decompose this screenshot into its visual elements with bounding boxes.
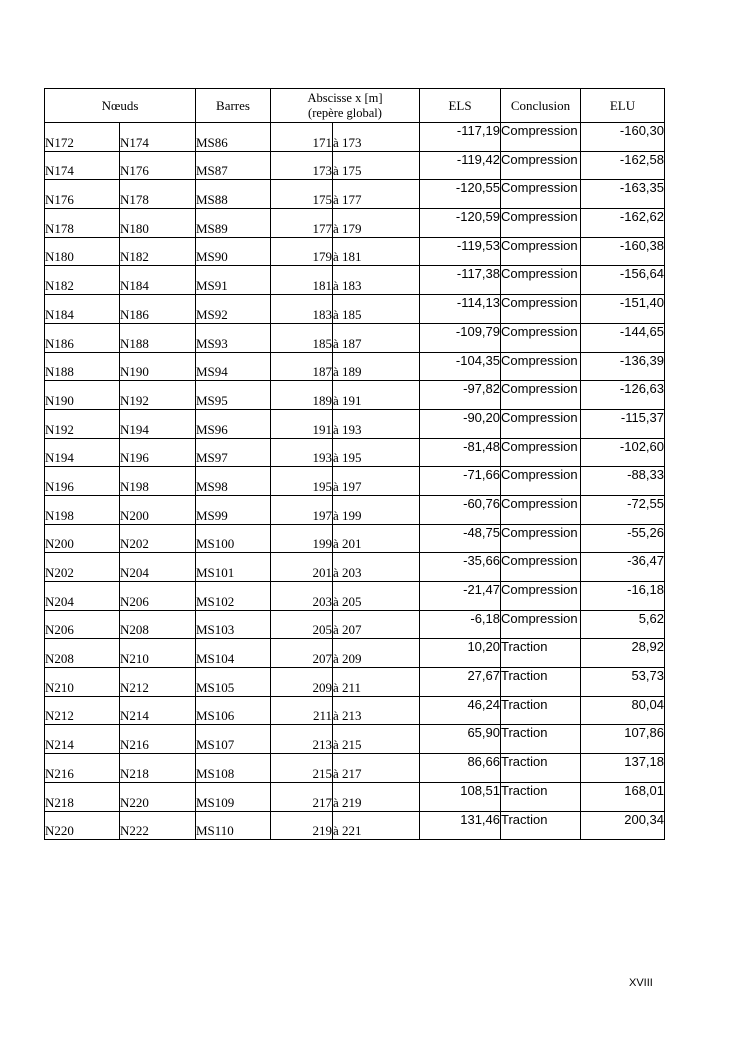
bar-cell: MS108 (196, 754, 271, 783)
table-row (45, 582, 665, 611)
bar-cell: MS104 (196, 639, 271, 668)
els-cell: -90,20 (420, 409, 501, 438)
node-start-cell: N202 (45, 553, 120, 582)
conclusion-cell: Traction (501, 639, 581, 668)
elu-cell: -55,26 (581, 524, 665, 553)
bar-cell: MS102 (196, 582, 271, 611)
node-end-cell: N208 (120, 610, 196, 639)
node-end-cell: N198 (120, 467, 196, 496)
node-end-cell: N196 (120, 438, 196, 467)
abscissa-from-cell: 191 (271, 409, 333, 438)
node-end-cell: N192 (120, 381, 196, 410)
els-cell: -120,55 (420, 180, 501, 209)
node-start-cell: N194 (45, 438, 120, 467)
abscissa-from-cell: 181 (271, 266, 333, 295)
bar-cell: MS93 (196, 323, 271, 352)
table-row (45, 782, 665, 811)
node-start-cell: N174 (45, 151, 120, 180)
table-row (45, 237, 665, 266)
conclusion-cell: Compression (501, 582, 581, 611)
node-start-cell: N186 (45, 323, 120, 352)
table-row (45, 266, 665, 295)
table-row (45, 668, 665, 697)
bar-cell: MS103 (196, 610, 271, 639)
node-end-cell: N204 (120, 553, 196, 582)
elu-cell: -163,35 (581, 180, 665, 209)
els-cell: -114,13 (420, 295, 501, 324)
node-start-cell: N214 (45, 725, 120, 754)
abscissa-to-cell: à 193 (333, 409, 420, 438)
abscissa-to-cell: à 191 (333, 381, 420, 410)
conclusion-cell: Compression (501, 467, 581, 496)
bar-cell: MS97 (196, 438, 271, 467)
node-end-cell: N190 (120, 352, 196, 381)
elu-cell: -144,65 (581, 323, 665, 352)
node-end-cell: N182 (120, 237, 196, 266)
els-cell: 131,46 (420, 811, 501, 840)
table-row (45, 409, 665, 438)
conclusion-cell: Compression (501, 352, 581, 381)
els-cell: 10,20 (420, 639, 501, 668)
els-cell: -21,47 (420, 582, 501, 611)
elu-cell: 28,92 (581, 639, 665, 668)
node-end-cell: N216 (120, 725, 196, 754)
abscissa-from-cell: 185 (271, 323, 333, 352)
elu-cell: -126,63 (581, 381, 665, 410)
bar-cell: MS92 (196, 295, 271, 324)
elu-cell: 137,18 (581, 754, 665, 783)
header-elu: ELU (581, 89, 665, 123)
elu-cell: -36,47 (581, 553, 665, 582)
header-els: ELS (420, 89, 501, 123)
bar-cell: MS101 (196, 553, 271, 582)
node-end-cell: N202 (120, 524, 196, 553)
bar-cell: MS99 (196, 495, 271, 524)
abscissa-to-cell: à 209 (333, 639, 420, 668)
table-row (45, 639, 665, 668)
node-start-cell: N204 (45, 582, 120, 611)
node-end-cell: N206 (120, 582, 196, 611)
abscissa-to-cell: à 181 (333, 237, 420, 266)
conclusion-cell: Compression (501, 610, 581, 639)
abscissa-from-cell: 179 (271, 237, 333, 266)
conclusion-cell: Compression (501, 381, 581, 410)
els-cell: -60,76 (420, 495, 501, 524)
els-cell: -35,66 (420, 553, 501, 582)
els-cell: -97,82 (420, 381, 501, 410)
node-start-cell: N192 (45, 409, 120, 438)
elu-cell: -162,62 (581, 209, 665, 238)
conclusion-cell: Compression (501, 151, 581, 180)
abscissa-from-cell: 175 (271, 180, 333, 209)
abscissa-from-cell: 213 (271, 725, 333, 754)
abscissa-from-cell: 193 (271, 438, 333, 467)
node-end-cell: N176 (120, 151, 196, 180)
header-row (45, 89, 665, 123)
table-row (45, 696, 665, 725)
elu-cell: -88,33 (581, 467, 665, 496)
bar-cell: MS105 (196, 668, 271, 697)
bar-cell: MS90 (196, 237, 271, 266)
table-row (45, 151, 665, 180)
bar-cell: MS95 (196, 381, 271, 410)
conclusion-cell: Compression (501, 438, 581, 467)
bar-cell: MS98 (196, 467, 271, 496)
node-start-cell: N184 (45, 295, 120, 324)
elu-cell: 200,34 (581, 811, 665, 840)
abscissa-to-cell: à 197 (333, 467, 420, 496)
abscissa-from-cell: 177 (271, 209, 333, 238)
table-row (45, 725, 665, 754)
node-end-cell: N218 (120, 754, 196, 783)
conclusion-cell: Traction (501, 725, 581, 754)
els-cell: -71,66 (420, 467, 501, 496)
els-cell: -119,53 (420, 237, 501, 266)
abscissa-to-cell: à 207 (333, 610, 420, 639)
table-row (45, 295, 665, 324)
els-cell: 65,90 (420, 725, 501, 754)
abscissa-to-cell: à 195 (333, 438, 420, 467)
elu-cell: -162,58 (581, 151, 665, 180)
node-end-cell: N210 (120, 639, 196, 668)
els-cell: -48,75 (420, 524, 501, 553)
abscissa-to-cell: à 213 (333, 696, 420, 725)
abscissa-from-cell: 203 (271, 582, 333, 611)
abscissa-to-cell: à 189 (333, 352, 420, 381)
results-table (44, 88, 665, 840)
abscissa-from-cell: 215 (271, 754, 333, 783)
conclusion-cell: Compression (501, 495, 581, 524)
conclusion-cell: Compression (501, 295, 581, 324)
abscissa-from-cell: 205 (271, 610, 333, 639)
elu-cell: 80,04 (581, 696, 665, 725)
node-start-cell: N208 (45, 639, 120, 668)
bar-cell: MS94 (196, 352, 271, 381)
bar-cell: MS109 (196, 782, 271, 811)
conclusion-cell: Traction (501, 668, 581, 697)
abscissa-to-cell: à 175 (333, 151, 420, 180)
conclusion-cell: Compression (501, 524, 581, 553)
els-cell: 86,66 (420, 754, 501, 783)
table-row (45, 754, 665, 783)
bar-cell: MS91 (196, 266, 271, 295)
abscissa-from-cell: 217 (271, 782, 333, 811)
conclusion-cell: Compression (501, 209, 581, 238)
conclusion-cell: Traction (501, 782, 581, 811)
els-cell: -6,18 (420, 610, 501, 639)
node-end-cell: N184 (120, 266, 196, 295)
table-row (45, 381, 665, 410)
abscissa-to-cell: à 221 (333, 811, 420, 840)
elu-cell: -160,38 (581, 237, 665, 266)
table-row (45, 811, 665, 840)
node-end-cell: N188 (120, 323, 196, 352)
node-start-cell: N178 (45, 209, 120, 238)
table-row (45, 123, 665, 152)
table-row (45, 610, 665, 639)
elu-cell: 107,86 (581, 725, 665, 754)
node-start-cell: N172 (45, 123, 120, 152)
bar-cell: MS96 (196, 409, 271, 438)
node-start-cell: N190 (45, 381, 120, 410)
header-noeuds: Nœuds (45, 89, 196, 123)
conclusion-cell: Compression (501, 323, 581, 352)
conclusion-cell: Traction (501, 811, 581, 840)
header-abscisse-line2: (repère global) (308, 105, 382, 120)
bar-cell: MS86 (196, 123, 271, 152)
node-end-cell: N220 (120, 782, 196, 811)
bar-cell: MS110 (196, 811, 271, 840)
node-end-cell: N222 (120, 811, 196, 840)
abscissa-to-cell: à 217 (333, 754, 420, 783)
abscissa-to-cell: à 203 (333, 553, 420, 582)
els-cell: -120,59 (420, 209, 501, 238)
elu-cell: -115,37 (581, 409, 665, 438)
abscissa-from-cell: 171 (271, 123, 333, 152)
abscissa-to-cell: à 211 (333, 668, 420, 697)
node-end-cell: N200 (120, 495, 196, 524)
conclusion-cell: Compression (501, 180, 581, 209)
elu-cell: 53,73 (581, 668, 665, 697)
table-row (45, 323, 665, 352)
elu-cell: 168,01 (581, 782, 665, 811)
header-abscisse-line1: Abscisse x [m] (307, 90, 383, 105)
elu-cell: -156,64 (581, 266, 665, 295)
els-cell: -117,38 (420, 266, 501, 295)
abscissa-from-cell: 187 (271, 352, 333, 381)
table-body (45, 123, 665, 840)
els-cell: -104,35 (420, 352, 501, 381)
node-start-cell: N198 (45, 495, 120, 524)
elu-cell: -160,30 (581, 123, 665, 152)
node-start-cell: N188 (45, 352, 120, 381)
bar-cell: MS88 (196, 180, 271, 209)
els-cell: -81,48 (420, 438, 501, 467)
node-start-cell: N206 (45, 610, 120, 639)
abscissa-to-cell: à 219 (333, 782, 420, 811)
abscissa-to-cell: à 187 (333, 323, 420, 352)
abscissa-to-cell: à 201 (333, 524, 420, 553)
conclusion-cell: Compression (501, 237, 581, 266)
abscissa-to-cell: à 173 (333, 123, 420, 152)
elu-cell: -16,18 (581, 582, 665, 611)
els-cell: 46,24 (420, 696, 501, 725)
abscissa-to-cell: à 185 (333, 295, 420, 324)
elu-cell: -136,39 (581, 352, 665, 381)
node-end-cell: N214 (120, 696, 196, 725)
bar-cell: MS89 (196, 209, 271, 238)
els-cell: 27,67 (420, 668, 501, 697)
table-row (45, 553, 665, 582)
node-start-cell: N216 (45, 754, 120, 783)
node-start-cell: N220 (45, 811, 120, 840)
table-row (45, 209, 665, 238)
elu-cell: -102,60 (581, 438, 665, 467)
node-end-cell: N180 (120, 209, 196, 238)
elu-cell: -151,40 (581, 295, 665, 324)
node-start-cell: N218 (45, 782, 120, 811)
abscissa-from-cell: 197 (271, 495, 333, 524)
header-abscisse (271, 89, 420, 123)
node-start-cell: N176 (45, 180, 120, 209)
els-cell: -119,42 (420, 151, 501, 180)
node-start-cell: N212 (45, 696, 120, 725)
abscissa-from-cell: 219 (271, 811, 333, 840)
node-end-cell: N174 (120, 123, 196, 152)
conclusion-cell: Compression (501, 266, 581, 295)
node-start-cell: N210 (45, 668, 120, 697)
els-cell: 108,51 (420, 782, 501, 811)
node-end-cell: N194 (120, 409, 196, 438)
abscissa-to-cell: à 183 (333, 266, 420, 295)
abscissa-from-cell: 207 (271, 639, 333, 668)
abscissa-from-cell: 183 (271, 295, 333, 324)
header-conclusion: Conclusion (501, 89, 581, 123)
abscissa-from-cell: 201 (271, 553, 333, 582)
node-end-cell: N212 (120, 668, 196, 697)
bar-cell: MS87 (196, 151, 271, 180)
node-start-cell: N196 (45, 467, 120, 496)
elu-cell: 5,62 (581, 610, 665, 639)
table-row (45, 180, 665, 209)
conclusion-cell: Traction (501, 754, 581, 783)
abscissa-from-cell: 195 (271, 467, 333, 496)
table-row (45, 352, 665, 381)
table-row (45, 438, 665, 467)
abscissa-to-cell: à 199 (333, 495, 420, 524)
bar-cell: MS106 (196, 696, 271, 725)
elu-cell: -72,55 (581, 495, 665, 524)
conclusion-cell: Compression (501, 409, 581, 438)
conclusion-cell: Compression (501, 553, 581, 582)
node-end-cell: N178 (120, 180, 196, 209)
page-number: XVIII (629, 977, 653, 989)
abscissa-from-cell: 211 (271, 696, 333, 725)
bar-cell: MS100 (196, 524, 271, 553)
conclusion-cell: Compression (501, 123, 581, 152)
node-start-cell: N180 (45, 237, 120, 266)
els-cell: -109,79 (420, 323, 501, 352)
abscissa-to-cell: à 179 (333, 209, 420, 238)
table-row (45, 524, 665, 553)
conclusion-cell: Traction (501, 696, 581, 725)
abscissa-from-cell: 189 (271, 381, 333, 410)
header-barres: Barres (196, 89, 271, 123)
node-start-cell: N200 (45, 524, 120, 553)
els-cell: -117,19 (420, 123, 501, 152)
node-end-cell: N186 (120, 295, 196, 324)
abscissa-from-cell: 173 (271, 151, 333, 180)
abscissa-from-cell: 199 (271, 524, 333, 553)
table-row (45, 495, 665, 524)
abscissa-from-cell: 209 (271, 668, 333, 697)
node-start-cell: N182 (45, 266, 120, 295)
bar-cell: MS107 (196, 725, 271, 754)
abscissa-to-cell: à 205 (333, 582, 420, 611)
abscissa-to-cell: à 177 (333, 180, 420, 209)
abscissa-to-cell: à 215 (333, 725, 420, 754)
table-row (45, 467, 665, 496)
